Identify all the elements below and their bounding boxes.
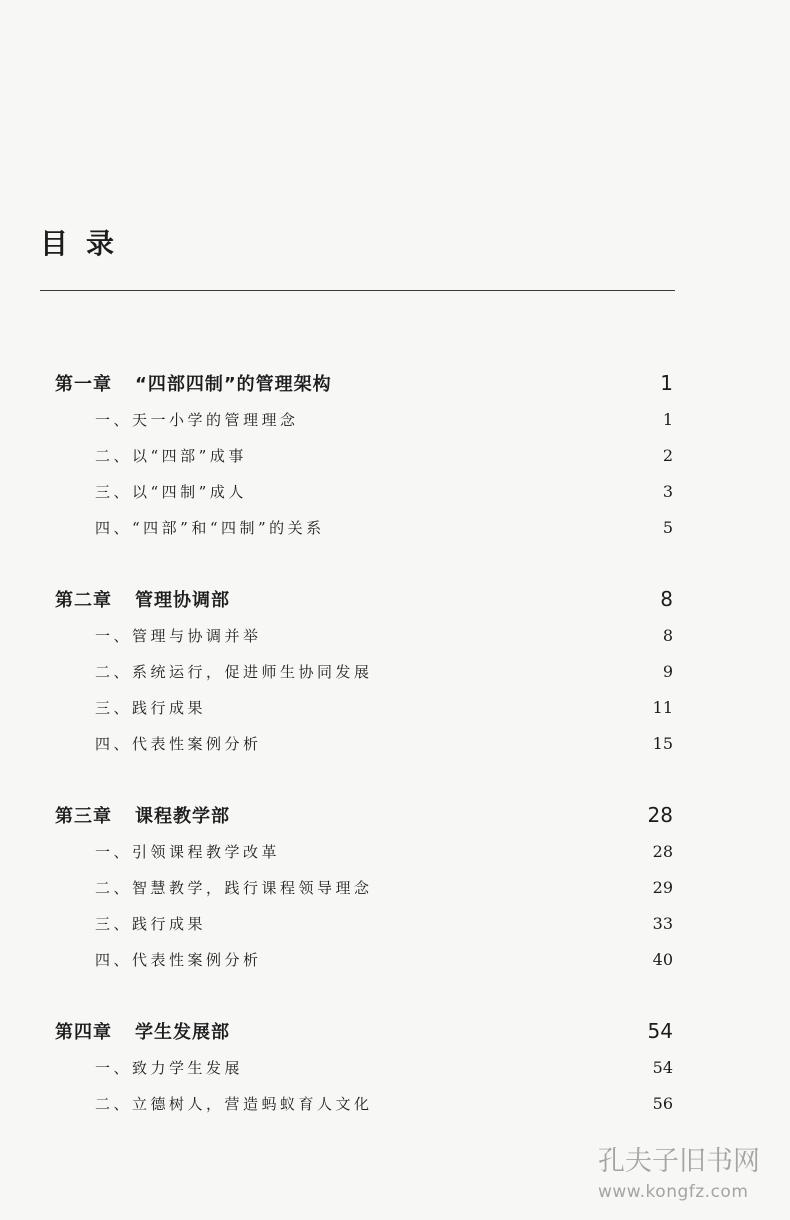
section-page-number: 1 — [662, 409, 673, 429]
section-page-number: 3 — [662, 481, 673, 501]
chapter-page-number: 8 — [660, 587, 673, 611]
chapter-heading — [55, 1013, 673, 1049]
section-title: 二、以“四部”成事 — [95, 446, 247, 465]
section-entry — [55, 617, 673, 653]
section-title: 二、系统运行，促进师生协同发展 — [95, 662, 373, 681]
section-title: 一、天一小学的管理理念 — [95, 410, 299, 429]
chapter-title: 管理协调部 — [135, 590, 230, 611]
chapter-3 — [55, 797, 673, 977]
section-entry — [55, 725, 673, 761]
section-entry — [55, 473, 673, 509]
section-page-number: 29 — [652, 877, 673, 897]
chapter-page-number: 1 — [660, 371, 673, 395]
chapter-page-number: 28 — [647, 803, 673, 827]
section-entry — [55, 437, 673, 473]
chapter-number: 第一章 — [55, 374, 112, 395]
section-entry — [55, 1049, 673, 1085]
section-page-number: 11 — [652, 697, 673, 717]
section-page-number: 54 — [652, 1057, 673, 1077]
section-page-number: 2 — [662, 445, 673, 465]
section-title: 一、致力学生发展 — [95, 1058, 244, 1077]
chapter-heading — [55, 797, 673, 833]
watermark-name: 孔夫子旧书网 — [598, 1146, 760, 1177]
section-title: 二、立德树人，营造蚂蚁育人文化 — [95, 1094, 373, 1113]
chapter-1 — [55, 365, 673, 545]
chapter-number: 第四章 — [55, 1022, 112, 1043]
section-entry — [55, 905, 673, 941]
section-title: 四、代表性案例分析 — [95, 950, 262, 969]
section-page-number: 15 — [652, 733, 673, 753]
chapter-page-number: 54 — [647, 1019, 673, 1043]
section-page-number: 33 — [652, 913, 673, 933]
section-entry — [55, 1085, 673, 1121]
section-entry — [55, 833, 673, 869]
watermark-url: www.kongfz.com — [598, 1182, 749, 1202]
section-page-number: 28 — [652, 841, 673, 861]
section-entry — [55, 509, 673, 545]
chapter-title: 学生发展部 — [135, 1022, 230, 1043]
section-title: 三、践行成果 — [95, 914, 207, 933]
section-page-number: 9 — [662, 661, 673, 681]
chapter-2 — [55, 581, 673, 761]
chapter-title: “四部四制”的管理架构 — [135, 374, 332, 395]
chapter-heading — [55, 581, 673, 617]
chapter-title: 课程教学部 — [135, 806, 230, 827]
section-title: 一、管理与协调并举 — [95, 626, 262, 645]
section-page-number: 56 — [652, 1093, 673, 1113]
section-entry — [55, 653, 673, 689]
chapter-number: 第二章 — [55, 590, 112, 611]
section-page-number: 8 — [662, 625, 673, 645]
table-of-contents — [55, 365, 673, 1157]
chapter-number: 第三章 — [55, 806, 112, 827]
section-entry — [55, 689, 673, 725]
section-entry — [55, 869, 673, 905]
section-title: 二、智慧教学，践行课程领导理念 — [95, 878, 373, 897]
section-title: 三、以“四制”成人 — [95, 482, 247, 501]
section-entry — [55, 941, 673, 977]
section-entry — [55, 401, 673, 437]
chapter-heading — [55, 365, 673, 401]
section-title: 一、引领课程教学改革 — [95, 842, 281, 861]
section-page-number: 5 — [662, 517, 673, 537]
toc-title: 目录 — [40, 227, 133, 260]
section-title: 四、代表性案例分析 — [95, 734, 262, 753]
section-title: 三、践行成果 — [95, 698, 207, 717]
title-divider — [40, 290, 675, 291]
section-title: 四、“四部”和“四制”的关系 — [95, 518, 325, 537]
chapter-4 — [55, 1013, 673, 1121]
section-page-number: 40 — [652, 949, 673, 969]
